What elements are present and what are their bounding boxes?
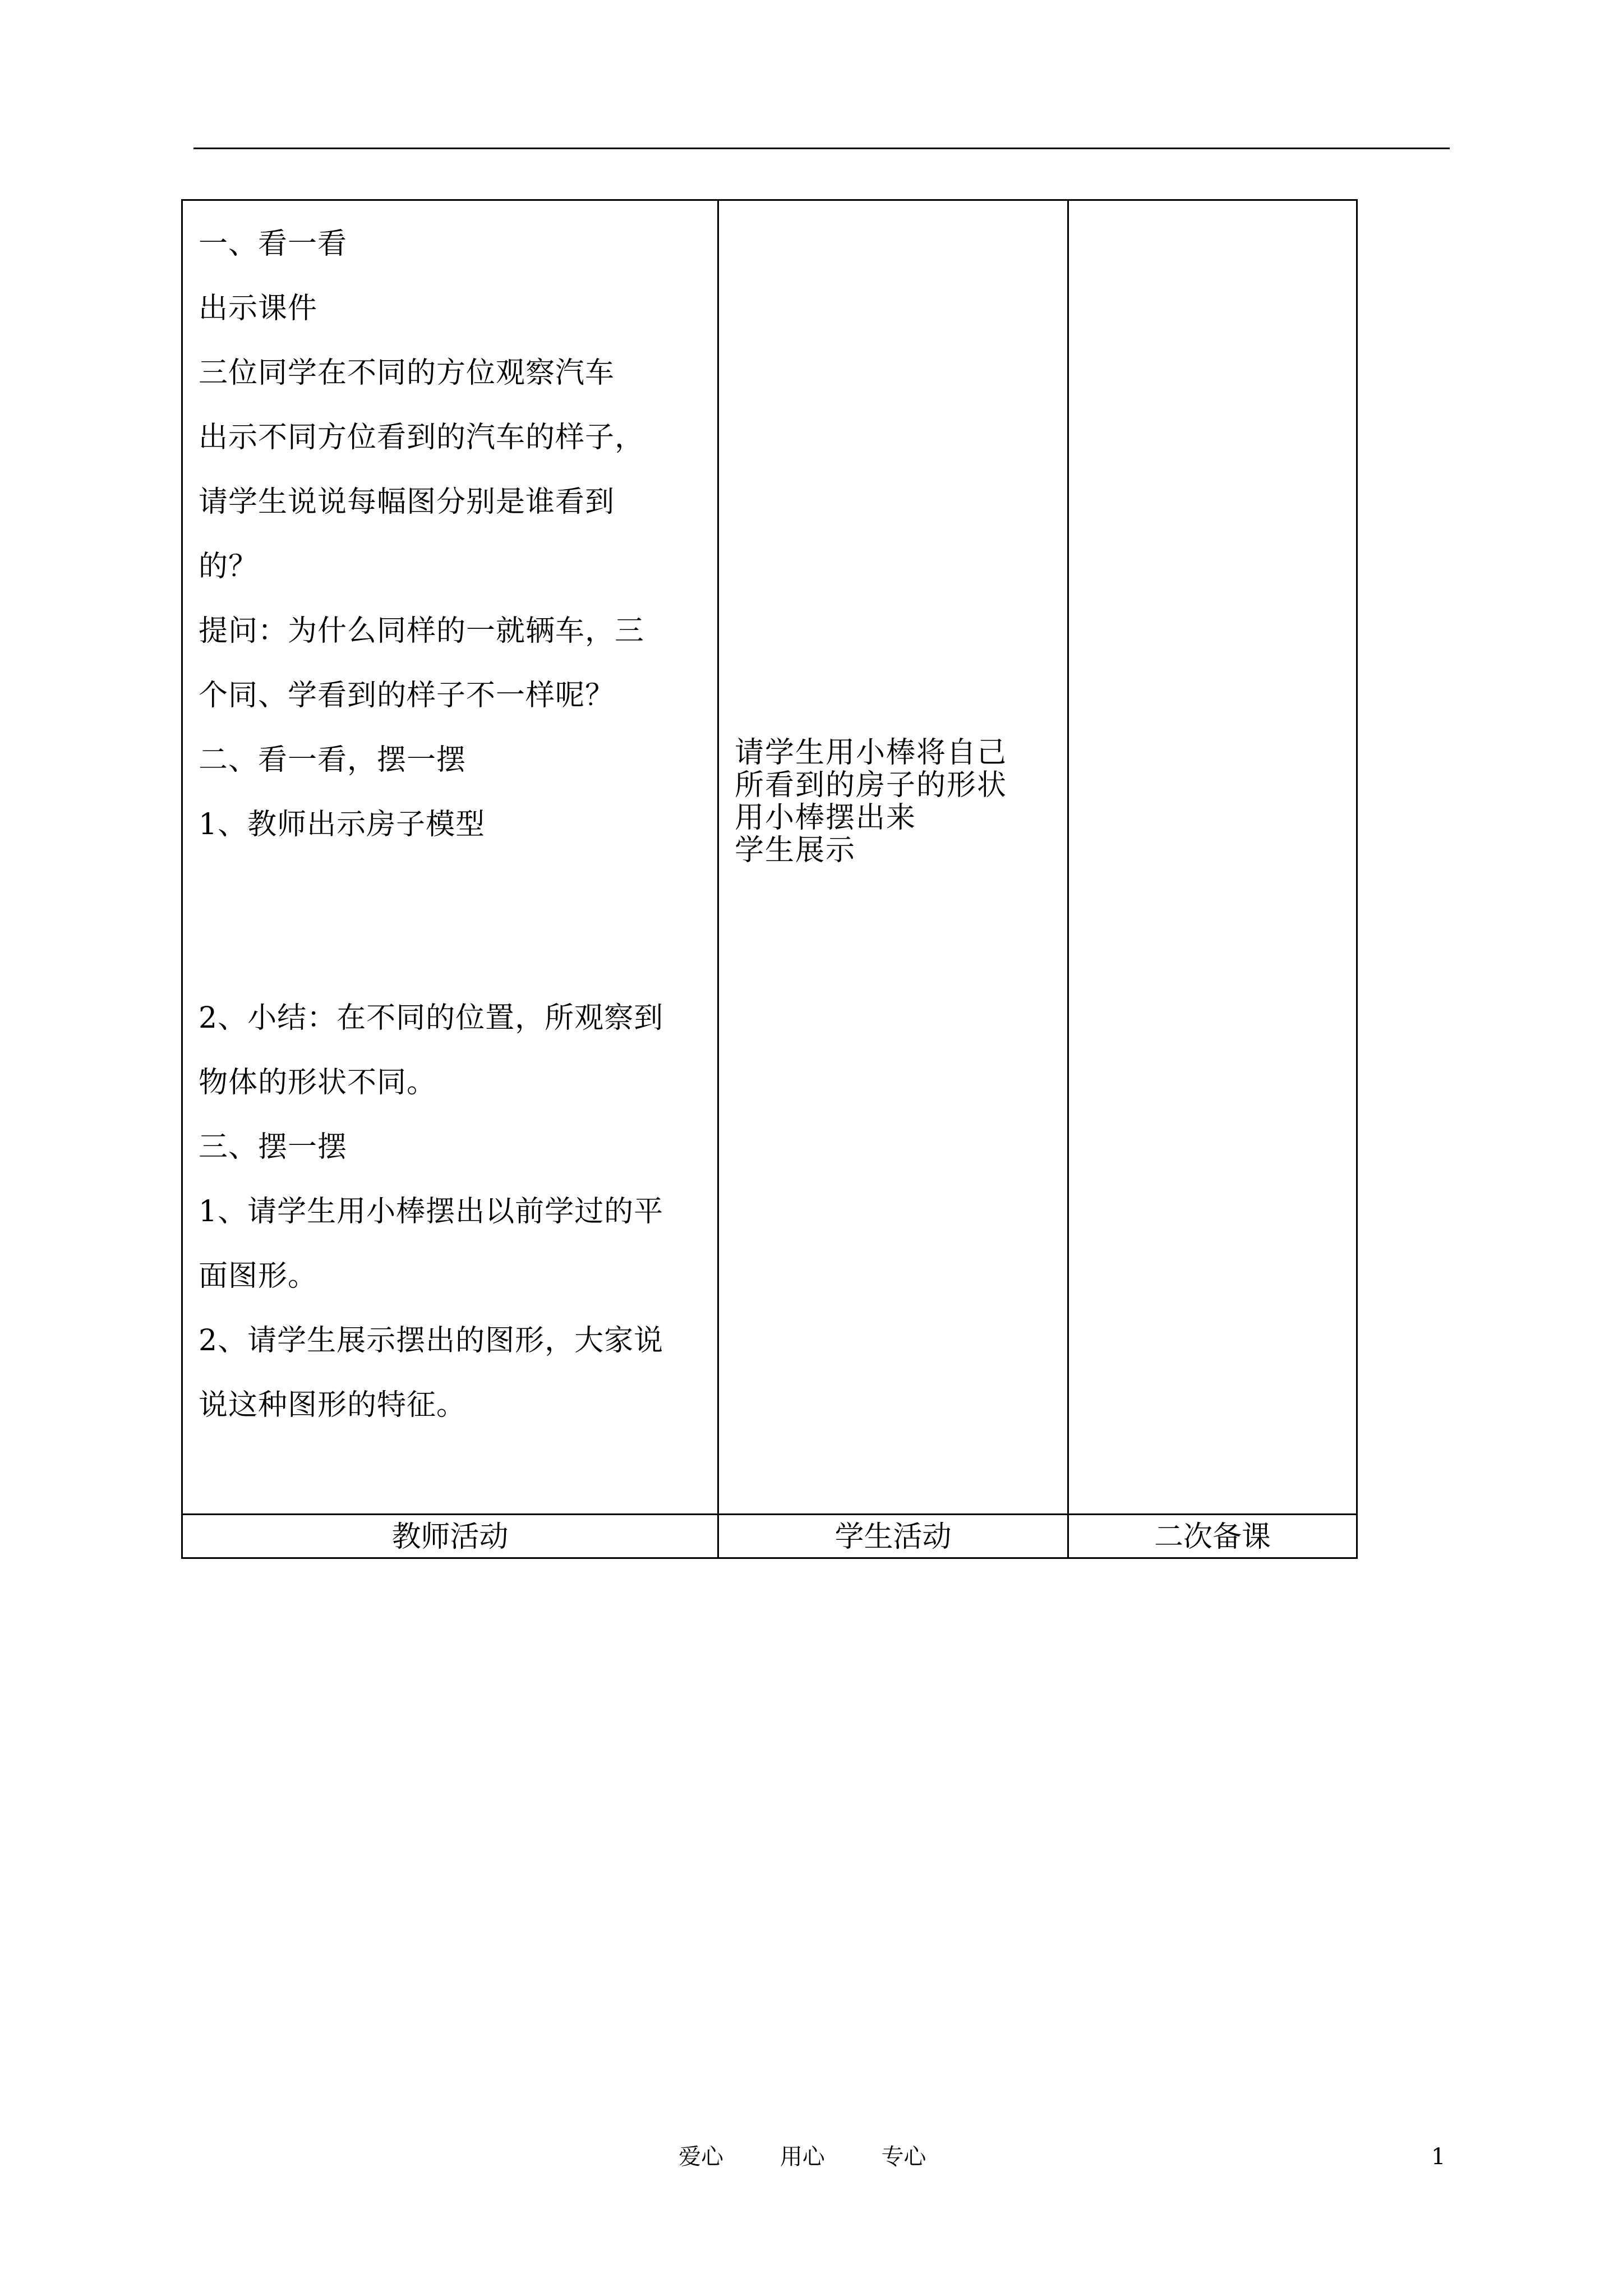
teacher-line: 说这种图形的特征。	[199, 1388, 467, 1422]
teacher-line: 2、请学生展示摆出的图形，大家说	[199, 1324, 664, 1358]
teacher-line: 2、小结：在不同的位置，所观察到	[199, 1001, 664, 1035]
teacher-line: 物体的形状不同。	[199, 1066, 437, 1099]
second-preparation-cell	[1069, 201, 1356, 1513]
teacher-line: 的？	[199, 550, 259, 583]
page-number: 1	[1431, 2144, 1446, 2170]
lesson-plan-table	[181, 199, 1358, 1559]
second-preparation-header: 二次备课	[1154, 1520, 1271, 1554]
student-line: 所看到的房子的形状	[735, 769, 1008, 802]
student-line: 请学生用小棒将自己	[735, 736, 1008, 770]
teacher-activity-header: 教师活动	[391, 1520, 509, 1554]
motto-word: 用心	[780, 2144, 825, 2170]
teacher-line: 三位同学在不同的方位观察汽车	[199, 356, 615, 390]
header-rule	[193, 148, 1450, 149]
teacher-line: 二、看一看，摆一摆	[199, 743, 467, 777]
motto-word: 专心	[881, 2144, 926, 2170]
teacher-line: 出示课件	[199, 292, 318, 325]
teacher-line: 面图形。	[199, 1259, 318, 1293]
teacher-line: 三、摆一摆	[199, 1130, 348, 1164]
teacher-line: 个同、学看到的样子不一样呢？	[199, 679, 615, 712]
teacher-line: 出示不同方位看到的汽车的样子，	[199, 421, 645, 454]
teacher-line: 提问：为什么同样的一就辆车，三	[199, 614, 645, 648]
page-footer-motto	[679, 2140, 926, 2174]
student-line: 用小棒摆出来	[735, 801, 917, 835]
student-activity-header: 学生活动	[834, 1520, 952, 1554]
teacher-line: 一、看一看	[199, 227, 348, 261]
teacher-activity-cell	[183, 201, 717, 1513]
blank-space	[199, 857, 706, 986]
student-line: 学生展示	[735, 834, 856, 867]
teacher-line: 1、请学生用小棒摆出以前学过的平	[199, 1195, 664, 1228]
teacher-line: 请学生说说每幅图分别是谁看到	[199, 485, 615, 519]
motto-word: 爱心	[679, 2144, 723, 2170]
student-activity-cell	[719, 201, 1067, 1513]
teacher-line: 1、教师出示房子模型	[199, 808, 486, 841]
